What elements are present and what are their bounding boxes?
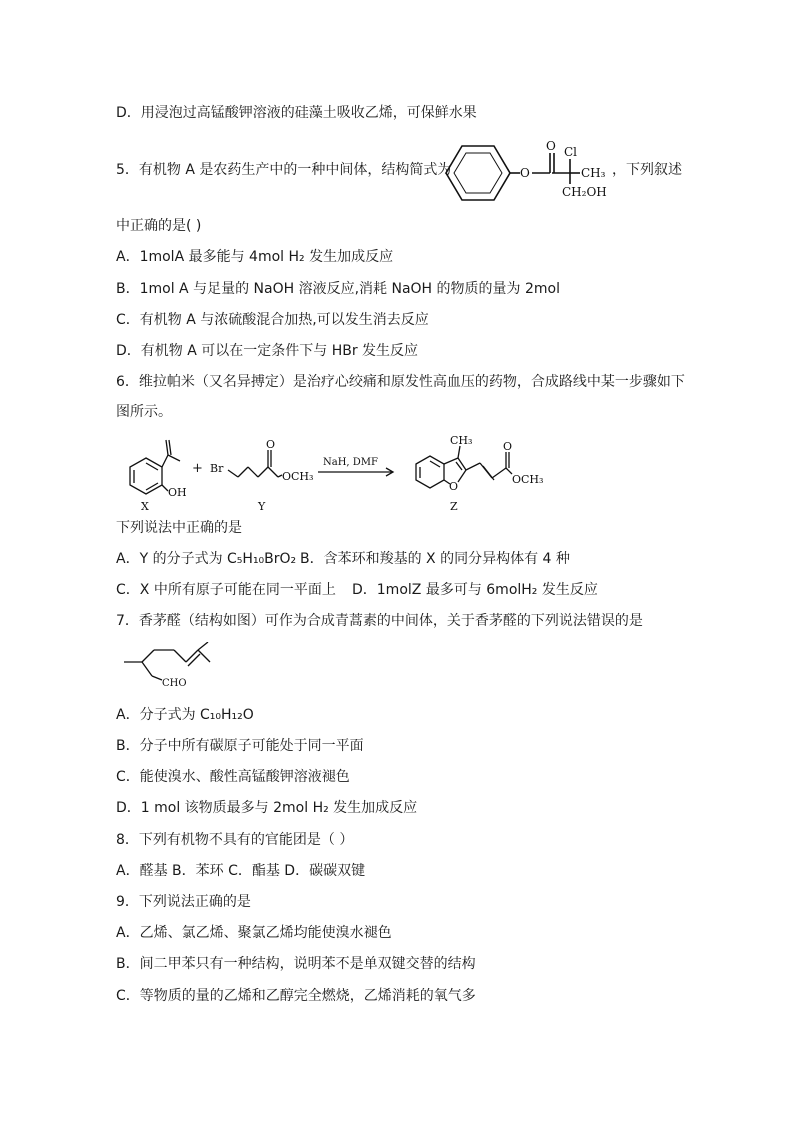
q5-stem-continued: 中正确的是( ) <box>116 218 202 234</box>
q5-option-a: A．1molA 最多能与 4mol H₂ 发生加成反应 <box>116 249 394 265</box>
hydroxymethyl-label: CH₂OH <box>562 185 607 199</box>
carbonyl-oxygen-label: O <box>546 139 556 153</box>
q7-option-c: C．能使溴水、酸性高锰酸钾溶液褪色 <box>116 769 350 785</box>
compound-y-label: Y <box>258 500 266 513</box>
q6-option-d: D．1molZ 最多可与 6molH₂ 发生反应 <box>352 582 598 598</box>
q9-option-a: A．乙烯、氯乙烯、聚氯乙烯均能使溴水褪色 <box>116 925 392 941</box>
q7-stem: 7．香茅醛（结构如图）可作为合成青蒿素的中间体，关于香茅醛的下列说法错误的是 <box>116 613 643 629</box>
q6-question: 下列说法中正确的是 <box>116 520 242 536</box>
q5-option-c: C．有机物 A 与浓硫酸混合加热,可以发生消去反应 <box>116 312 429 328</box>
compound-x-label: X <box>141 500 149 513</box>
q5-stem: 5．有机物 A 是农药生产中的一种中间体，结构简式为 <box>116 162 452 178</box>
z-carbonyl-oxygen-label: O <box>503 440 513 453</box>
cho-label: CHO <box>162 678 187 689</box>
z-ch3-label: CH₃ <box>450 434 473 447</box>
z-ring-oxygen-label: O <box>449 480 459 493</box>
q6-option-b: B．含苯环和羧基的 X 的同分异构体有 4 种 <box>300 551 570 567</box>
q5-option-d: D．有机物 A 可以在一定条件下与 HBr 发生反应 <box>116 343 419 359</box>
y-och3-label: OCH₃ <box>282 470 314 483</box>
q6-stem-continued: 图所示。 <box>116 404 172 420</box>
q7-option-d: D．1 mol 该物质最多与 2mol H₂ 发生加成反应 <box>116 800 418 816</box>
q7-option-b: B．分子中所有碳原子可能处于同一平面 <box>116 738 364 754</box>
citronellal-structure <box>116 642 226 694</box>
methyl-label: CH₃ <box>581 166 606 180</box>
q6-option-a: A．Y 的分子式为 C₅H₁₀BrO₂ <box>116 551 297 567</box>
reaction-scheme <box>110 428 560 516</box>
q7-option-a: A．分子式为 C₁₀H₁₂O <box>116 707 254 723</box>
q9-option-b: B．间二甲苯只有一种结构，说明苯不是单双键交替的结构 <box>116 956 476 972</box>
compound-z-label: Z <box>450 500 458 513</box>
q8-options: A．醛基 B．苯环 C．酯基 D．碳碳双键 <box>116 863 366 879</box>
q9-stem: 9．下列说法正确的是 <box>116 894 251 910</box>
y-carbonyl-oxygen-label: O <box>266 438 276 451</box>
oxygen-label: O <box>520 166 530 180</box>
q4-option-d: D．用浸泡过高锰酸钾溶液的硅藻土吸收乙烯，可保鲜水果 <box>116 105 477 121</box>
q5-stem-tail: ，下列叙述 <box>612 162 682 178</box>
y-br-label: Br <box>210 462 224 475</box>
q6-stem: 6．维拉帕米（又名异搏定）是治疗心绞痛和原发性高血压的药物，合成路线中某一步骤如下 <box>116 374 685 390</box>
q6-option-c: C．X 中所有原子可能在同一平面上 <box>116 582 336 598</box>
q9-option-c: C．等物质的量的乙烯和乙醇完全燃烧，乙烯消耗的氧气多 <box>116 988 476 1004</box>
chlorine-label: Cl <box>564 145 578 159</box>
reaction-conditions: NaH, DMF <box>323 457 378 468</box>
q8-stem: 8．下列有机物不具有的官能团是（ ） <box>116 832 354 848</box>
q5-option-b: B．1mol A 与足量的 NaOH 溶液反应,消耗 NaOH 的物质的量为 2mol <box>116 281 560 297</box>
compound-a-structure <box>440 136 612 202</box>
x-oh-label: OH <box>168 486 187 499</box>
plus-sign: + <box>192 461 203 476</box>
z-och3-label: OCH₃ <box>512 473 544 486</box>
